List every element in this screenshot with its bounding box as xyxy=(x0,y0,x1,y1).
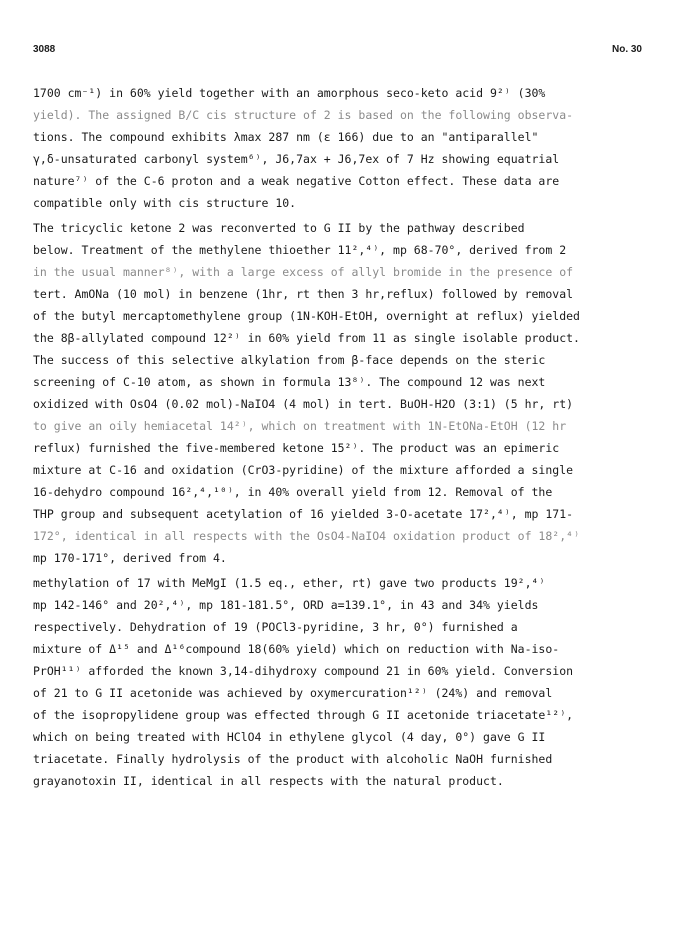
text-line: which on being treated with HClO4 in ethylene glycol (4 day, 0°) gave G II xyxy=(33,730,546,744)
page-number: 3088 xyxy=(33,44,56,55)
text-line: screening of C-10 atom, as shown in formula 13⁸⁾. The compound 12 was next xyxy=(33,375,546,389)
text-line: mp 142-146° and 20²,⁴⁾, mp 181-181.5°, ORD a=139.1°, in 43 and 34% yields xyxy=(33,598,539,612)
text-line: PrOH¹¹⁾ afforded the known 3,14-dihydroxy compound 21 in 60% yield. Conversion xyxy=(33,664,574,678)
text-line: tions. The compound exhibits λmax 287 nm (ε 166) due to an "antiparallel" xyxy=(33,130,539,144)
text-line: grayanotoxin II, identical in all respects with the natural product. xyxy=(33,774,504,788)
text-line: respectively. Dehydration of 19 (POCl3-pyridine, 3 hr, 0°) furnished a xyxy=(33,620,518,634)
text-line: The tricyclic ketone 2 was reconverted to G II by the pathway described xyxy=(33,221,525,235)
text-line: methylation of 17 with MeMgI (1.5 eq., ether, rt) gave two products 19²,⁴⁾ xyxy=(33,576,546,590)
text-line: of 21 to G II acetonide was achieved by oxymercuration¹²⁾ (24%) and removal xyxy=(33,686,553,700)
text-line: below. Treatment of the methylene thioether 11²,⁴⁾, mp 68-70°, derived from 2 xyxy=(33,243,567,257)
text-line: reflux) furnished the five-membered ketone 15²⁾. The product was an epimeric xyxy=(33,441,560,455)
text-line: γ,δ-unsaturated carbonyl system⁶⁾, J6,7ax + J6,7ex of 7 Hz showing equatrial xyxy=(33,152,560,166)
text-line: the 8β-allylated compound 12²⁾ in 60% yield from 11 as single isolable product. xyxy=(33,331,580,345)
body-text xyxy=(33,82,645,792)
text-line: yield). The assigned B/C cis structure of 2 is based on the following observa- xyxy=(33,108,574,122)
text-line: of the isopropylidene group was effected through G II acetonide triacetate¹²⁾, xyxy=(33,708,574,722)
text-line: compatible only with cis structure 10. xyxy=(33,196,297,210)
text-line: triacetate. Finally hydrolysis of the product with alcoholic NaOH furnished xyxy=(33,752,553,766)
text-line: tert. AmONa (10 mol) in benzene (1hr, rt then 3 hr,reflux) followed by removal xyxy=(33,287,574,301)
text-line: of the butyl mercaptomethylene group (1N-KOH-EtOH, overnight at reflux) yielded xyxy=(33,309,580,323)
text-line: 16-dehydro compound 16²,⁴,¹⁰⁾, in 40% overall yield from 12. Removal of the xyxy=(33,485,553,499)
text-line: to give an oily hemiacetal 14²⁾, which on treatment with 1N-EtONa-EtOH (12 hr xyxy=(33,419,567,433)
text-line: oxidized with OsO4 (0.02 mol)-NaIO4 (4 mol) in tert. BuOH-H2O (3:1) (5 hr, rt) xyxy=(33,397,574,411)
text-line: mixture of Δ¹⁵ and Δ¹⁶compound 18(60% yield) which on reduction with Na-iso- xyxy=(33,642,560,656)
text-line: in the usual manner⁸⁾, with a large excess of allyl bromide in the presence of xyxy=(33,265,574,279)
text-line: The success of this selective alkylation from β-face depends on the steric xyxy=(33,353,546,367)
text-line: nature⁷⁾ of the C-6 proton and a weak negative Cotton effect. These data are xyxy=(33,174,560,188)
issue-number: No. 30 xyxy=(611,44,642,55)
text-line: THP group and subsequent acetylation of 16 yielded 3-O-acetate 17²,⁴⁾, mp 171- xyxy=(33,507,574,521)
text-line: 172°, identical in all respects with the OsO4-NaIO4 oxidation product of 18²,⁴⁾ xyxy=(33,529,580,543)
text-line: mixture at C-16 and oxidation (CrO3-pyridine) of the mixture afforded a single xyxy=(33,463,574,477)
text-line: mp 170-171°, derived from 4. xyxy=(33,551,227,565)
text-line: 1700 cm⁻¹) in 60% yield together with an amorphous seco-keto acid 9²⁾ (30% xyxy=(33,86,546,100)
